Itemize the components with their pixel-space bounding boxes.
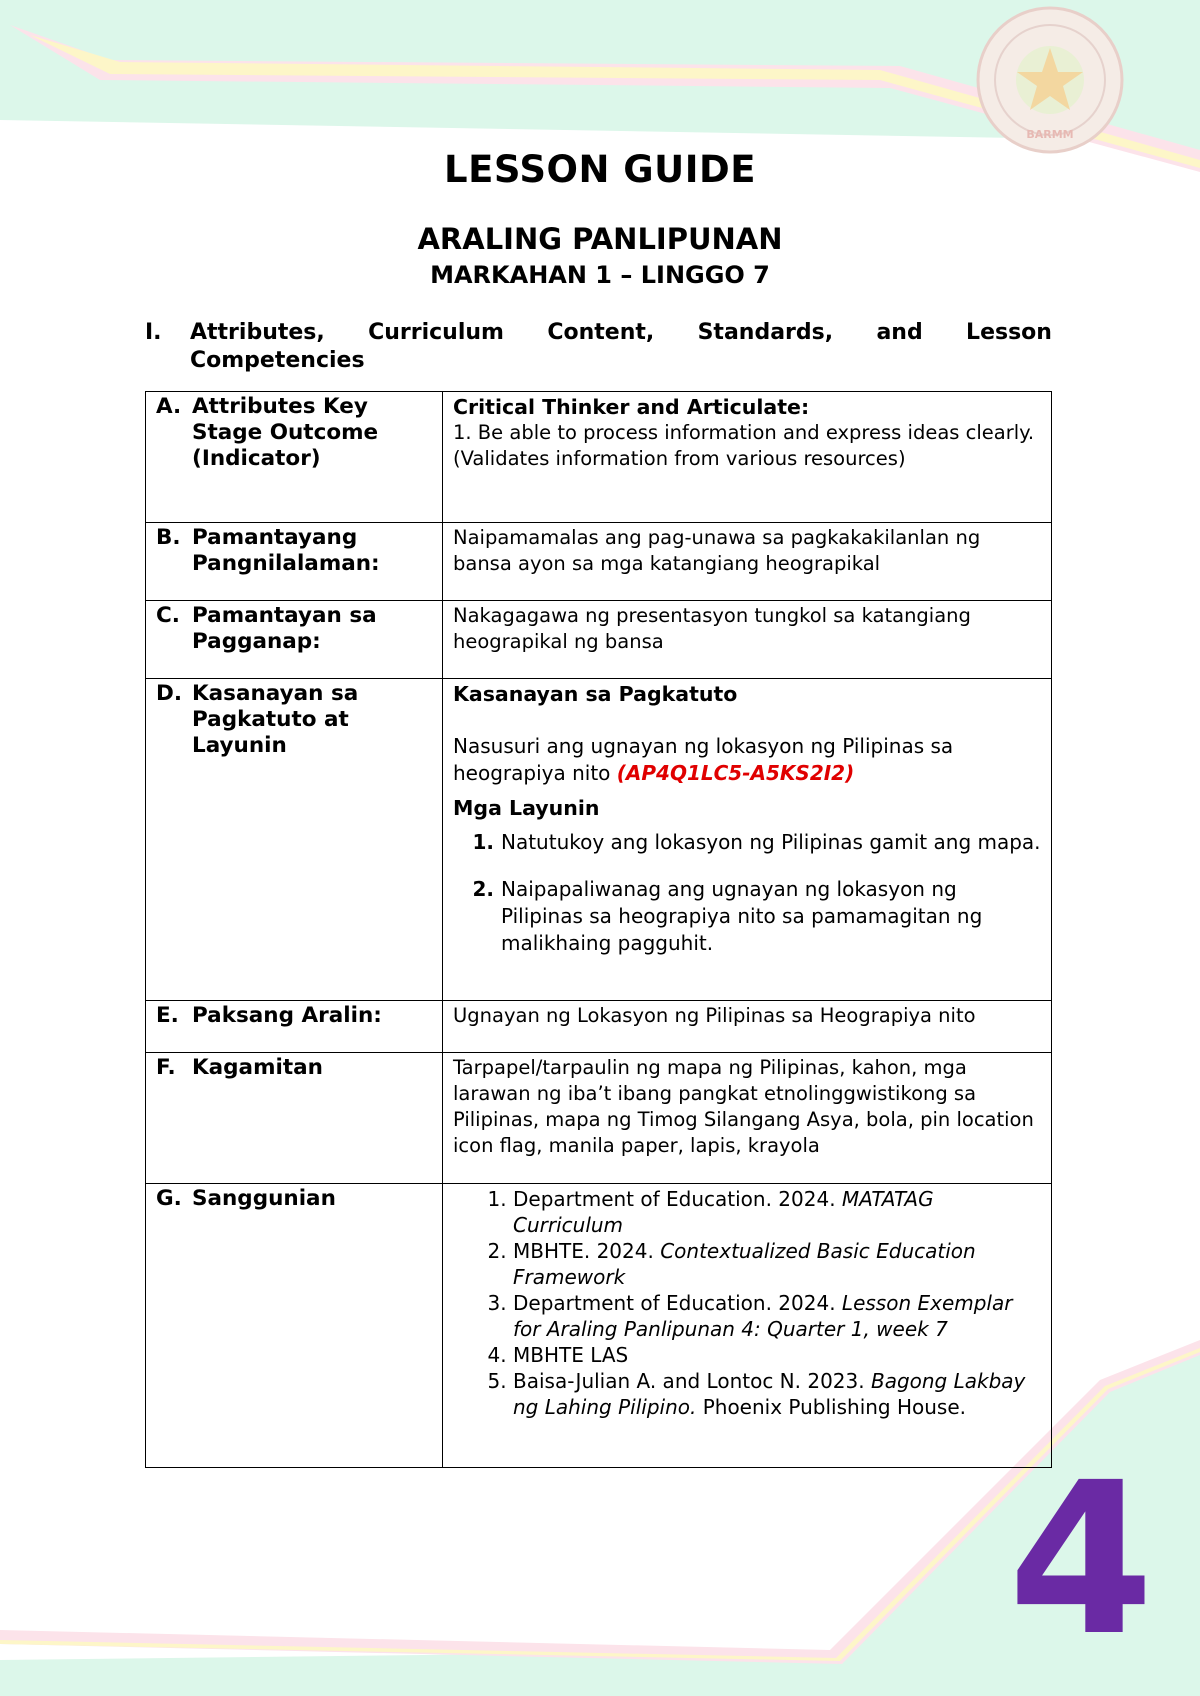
svg-text:BARMM: BARMM — [1026, 128, 1074, 141]
attributes-text: 1. Be able to process information and express ideas clearly. (Validates information from various resources) — [453, 421, 1035, 470]
table-row-kasanayan — [146, 679, 1052, 1001]
heading-word: and — [876, 320, 923, 345]
row-content: Nakagagawa ng presentasyon tungkol sa katangiang heograpikal ng bansa — [443, 601, 1052, 679]
row-label — [146, 523, 443, 601]
row-content — [443, 392, 1052, 523]
section-number: I. — [145, 320, 162, 345]
table-row-attributes — [146, 392, 1052, 523]
section-heading-line1 — [190, 319, 1052, 347]
row-content — [443, 679, 1052, 1001]
row-label-text: Kagamitan — [192, 1055, 323, 1080]
row-label-text: Pamantayan sa Pagganap: — [192, 603, 377, 654]
row-label-text: Sanggunian — [192, 1186, 336, 1211]
kasanayan-heading: Kasanayan sa Pagkatuto — [453, 682, 738, 706]
row-label-text: Paksang Aralin: — [192, 1003, 382, 1028]
list-item: 3. Department of Education. 2024. Lesson Exemplar for Araling Panlipunan 4: Quarter 1, week 7 — [513, 1290, 1041, 1342]
competency-code: (AP4Q1LC5-A5KS2I2) — [616, 761, 855, 785]
list-item: 5. Baisa-Julian A. and Lontoc N. 2023. Bagong Lakbay ng Lahing Pilipino. Phoenix Publishing House. — [513, 1368, 1041, 1420]
row-label — [146, 601, 443, 679]
list-item: 1. Department of Education. 2024. MATATAG Curriculum — [513, 1186, 1041, 1238]
table-row-pamantayang-pangnilalaman — [146, 523, 1052, 601]
attributes-heading: Critical Thinker and Articulate: — [453, 395, 810, 419]
row-content — [443, 1184, 1052, 1468]
row-letter: G. — [156, 1186, 182, 1211]
row-content: Ugnayan ng Lokasyon ng Pilipinas sa Heograpiya nito — [443, 1001, 1052, 1053]
objectives-list — [453, 829, 1041, 957]
row-label — [146, 1053, 443, 1184]
row-letter: F. — [156, 1055, 176, 1080]
row-label-text: Kasanayan sa Pagkatuto at Layunin — [192, 681, 359, 758]
quarter-week-subtitle: MARKAHAN 1 – LINGGO 7 — [430, 261, 770, 289]
page-title: LESSON GUIDE — [444, 148, 756, 191]
list-item: 1. Natutukoy ang lokasyon ng Pilipinas gamit ang mapa. — [501, 829, 1041, 856]
table-row-sanggunian — [146, 1184, 1052, 1468]
row-letter: E. — [156, 1003, 179, 1028]
row-letter: D. — [156, 681, 183, 706]
row-label-text: Attributes Key Stage Outcome (Indicator) — [192, 394, 379, 471]
section-heading-line2: Competencies — [190, 348, 365, 373]
lesson-guide-table — [145, 391, 1052, 1468]
row-label — [146, 679, 443, 1001]
table-row-paksang-aralin — [146, 1001, 1052, 1053]
row-label — [146, 392, 443, 523]
row-label-text: Pamantayang Pangnilalaman: — [192, 525, 380, 576]
subject-title: ARALING PANLIPUNAN — [417, 222, 783, 256]
kasanayan-text: Nasusuri ang ugnayan ng lokasyon ng Pilipinas sa heograpiya nito — [453, 734, 954, 785]
row-letter: B. — [156, 525, 181, 550]
list-item: 4. MBHTE LAS — [513, 1342, 1041, 1368]
row-letter: A. — [156, 394, 182, 419]
heading-word: Lesson — [966, 320, 1052, 345]
list-item: 2. MBHTE. 2024. Contextualized Basic Education Framework — [513, 1238, 1041, 1290]
table-row-kagamitan — [146, 1053, 1052, 1184]
heading-word: Standards, — [697, 320, 834, 345]
row-content: Naipamamalas ang pag-unawa sa pagkakakilanlan ng bansa ayon sa mga katangiang heograpikal — [443, 523, 1052, 601]
list-item: 2. Naipapaliwanag ang ugnayan ng lokasyon ng Pilipinas sa heograpiya nito sa pamamagitan ng malikhaing pagguhit. — [501, 876, 1041, 957]
row-label — [146, 1001, 443, 1053]
heading-word: Curriculum — [368, 320, 504, 345]
row-content: Tarpapel/tarpaulin ng mapa ng Pilipinas, kahon, mga larawan ng iba’t ibang pangkat etnolinggwistikong sa Pilipinas, mapa ng Timog Silangang Asya, bola, pin location icon flag, manila paper, lapis, krayola — [443, 1053, 1052, 1184]
grade-number: 4 — [1008, 1437, 1155, 1682]
layunin-heading: Mga Layunin — [453, 796, 600, 820]
table-row-pamantayan-sa-pagganap — [146, 601, 1052, 679]
row-label — [146, 1184, 443, 1468]
row-letter: C. — [156, 603, 180, 628]
references-list — [453, 1186, 1041, 1420]
heading-word: Attributes, — [190, 320, 325, 345]
heading-word: Content, — [547, 320, 655, 345]
